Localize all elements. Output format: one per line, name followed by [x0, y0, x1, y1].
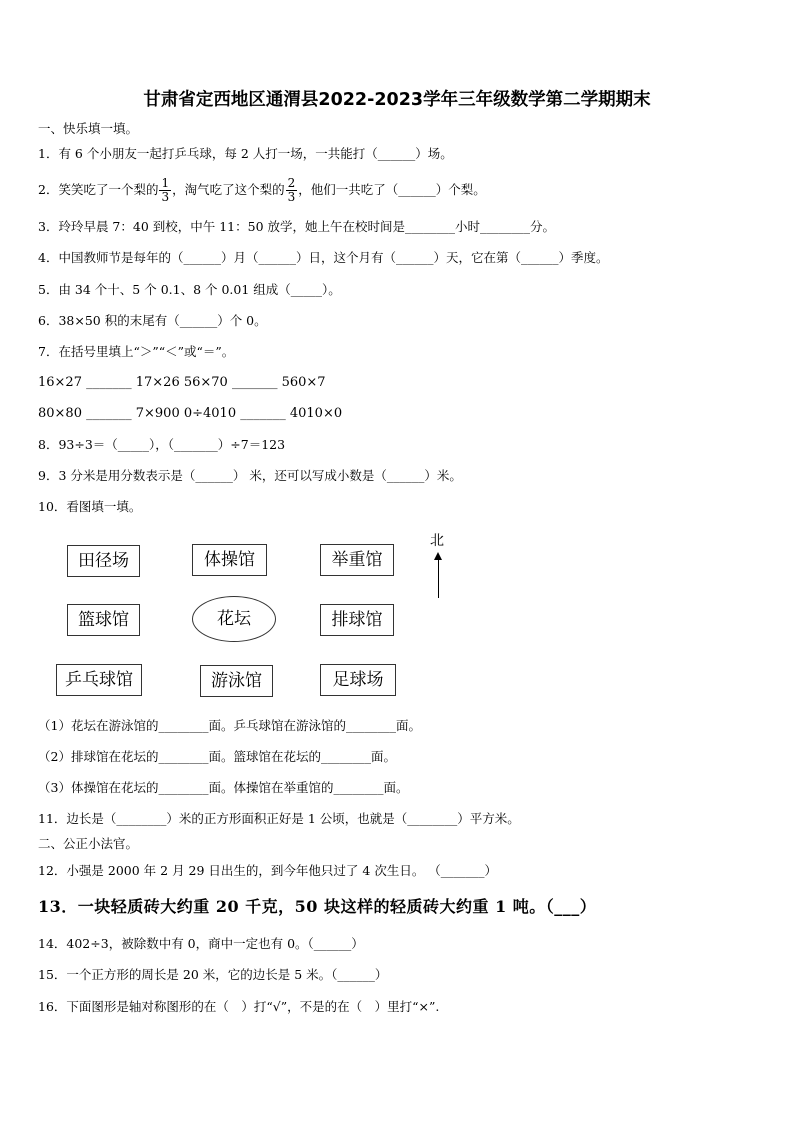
section-heading-2: 二、公正小法官。	[38, 836, 139, 851]
question-11: 11．边长是（________）米的正方形面积正好是 1 公顷，也就是（________）平方米。	[38, 811, 520, 826]
fraction-denominator: 3	[161, 190, 170, 204]
question-7: 7．在括号里填上“＞”“＜”或“＝”。	[38, 344, 235, 359]
question-6: 6．38×50 积的末尾有（______）个 0。	[38, 313, 267, 328]
question-5: 5．由 34 个十、5 个 0.1、8 个 0.01 组成（_____）。	[38, 282, 341, 297]
map-box-swimming-hall: 游泳馆	[200, 665, 273, 697]
fraction-two-thirds	[286, 177, 298, 204]
map-box-basketball-hall: 篮球馆	[67, 604, 140, 636]
map-box-table-tennis-hall: 乒乓球馆	[56, 664, 142, 696]
fraction-one-third	[159, 177, 171, 204]
question-9: 9．3 分米是用分数表示是（______） 米，还可以写成小数是（______）米。	[38, 468, 462, 483]
question-10-sub-1: （1）花坛在游泳馆的________面。乒乓球馆在游泳馆的________面。	[38, 718, 421, 733]
question-10-sub-3: （3）体操馆在花坛的________面。体操馆在举重馆的________面。	[38, 780, 409, 795]
q2-text-post: ，他们一共吃了（______）个梨。	[298, 182, 486, 197]
question-1: 1．有 6 个小朋友一起打乒乓球，每 2 人打一场，一共能打（______）场。	[38, 146, 453, 161]
fraction-numerator: 1	[161, 176, 170, 190]
map-box-football-field: 足球场	[320, 664, 396, 696]
section-heading-1: 一、快乐填一填。	[38, 121, 139, 136]
map-box-gymnastics-hall: 体操馆	[192, 544, 267, 576]
question-4: 4．中国教师节是每年的（______）月（______）日，这个月有（______）天，它在第（______）季度。	[38, 250, 609, 265]
q2-text-pre: 2．笑笑吃了一个梨的	[38, 182, 159, 197]
north-arrow-line	[438, 558, 439, 598]
question-12: 12．小强是 2000 年 2 月 29 日出生的，到今年他只过了 4 次生日。 （_______）	[38, 863, 498, 878]
question-8: 8．93÷3＝（_____），（_______）÷7＝123	[38, 437, 286, 452]
question-10: 10．看图填一填。	[38, 499, 142, 514]
question-15: 15．一个正方形的周长是 20 米，它的边长是 5 米。（______）	[38, 967, 388, 982]
fraction-numerator: 2	[287, 176, 296, 190]
map-box-volleyball-hall: 排球馆	[320, 604, 394, 636]
map-box-weightlifting-hall: 举重馆	[320, 544, 394, 576]
map-flower-bed: 花坛	[192, 596, 276, 642]
north-label: 北	[430, 533, 444, 549]
q2-text-mid: ，淘气吃了这个梨的	[172, 182, 285, 197]
question-2	[38, 174, 486, 206]
map-box-track-field: 田径场	[67, 545, 140, 577]
question-3: 3．玲玲早晨 7：40 到校，中午 11：50 放学，她上午在校时间是________小时________分。	[38, 219, 556, 234]
fraction-denominator: 3	[287, 190, 296, 204]
question-14: 14．402÷3，被除数中有 0，商中一定也有 0。（______）	[38, 936, 364, 951]
page-title: 甘肃省定西地区通渭县2022-2023学年三年级数学第二学期期末	[143, 90, 651, 110]
question-7-row-2: 80×80 _______ 7×900 0÷4010 _______ 4010×0	[38, 406, 343, 421]
question-16: 16．下面图形是轴对称图形的在（ ）打“√”，不是的在（ ）里打“×”.	[38, 999, 440, 1014]
question-7-row-1: 16×27 _______ 17×26 56×70 _______ 560×7	[38, 375, 326, 390]
question-10-sub-2: （2）排球馆在花坛的________面。篮球馆在花坛的________面。	[38, 749, 396, 764]
question-13: 13．一块轻质砖大约重 20 千克，50 块这样的轻质砖大约重 1 吨。（___）	[38, 897, 597, 916]
